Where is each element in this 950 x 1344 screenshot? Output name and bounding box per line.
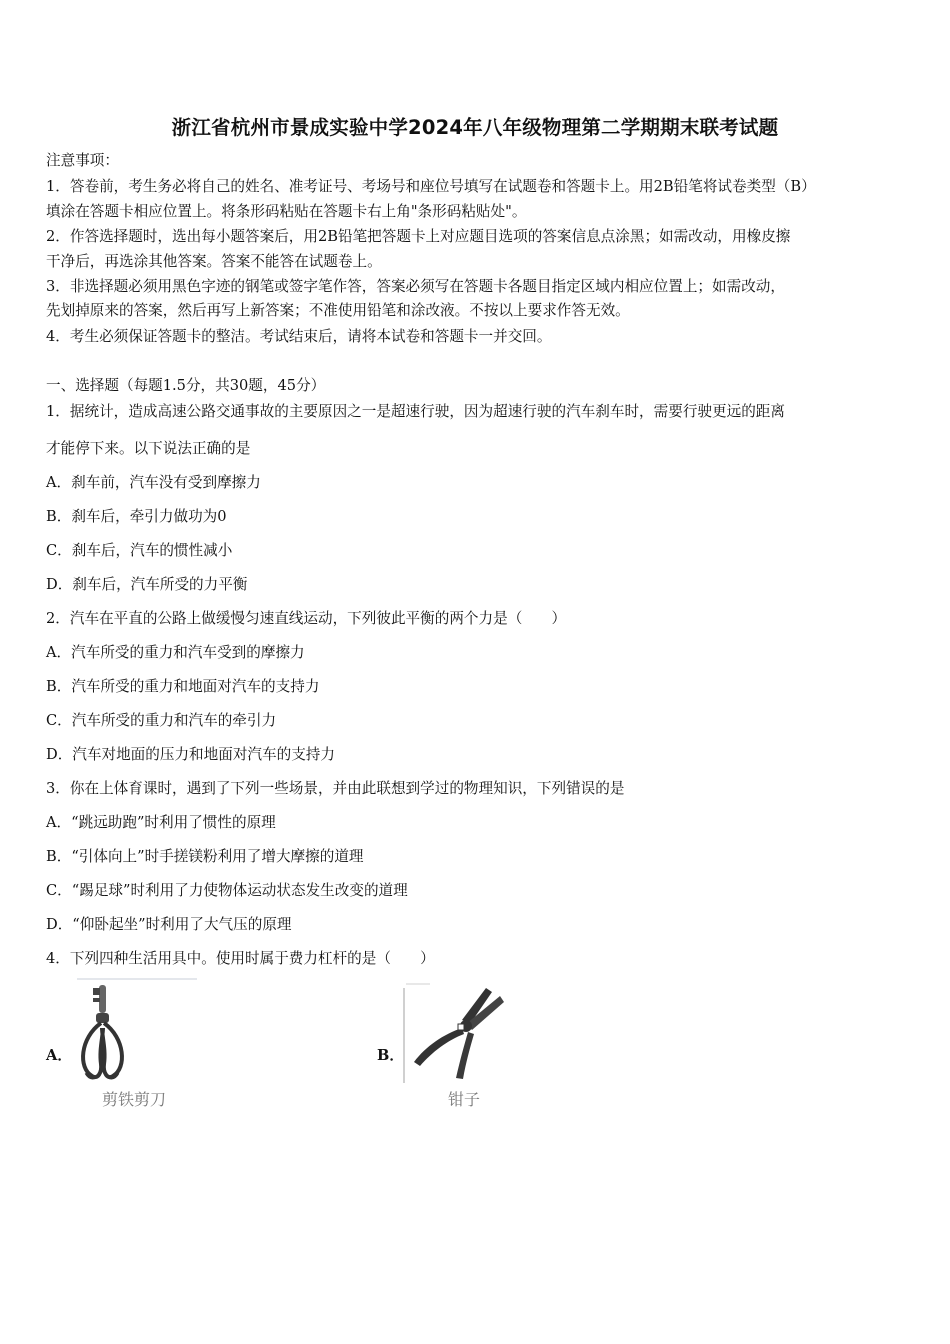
notice-line: 填涂在答题卡相应位置上。将条形码粘贴在答题卡右上角"条形码粘贴处"。 [46, 203, 527, 220]
option-b: B．刹车后，牵引力做功为0 [46, 508, 227, 525]
page-title: 浙江省杭州市景成实验中学2024年八年级物理第二学期期末联考试题 [171, 116, 779, 139]
section-heading: 一、选择题（每题1.5分，共30题，45分） [46, 377, 326, 394]
image-option-b-label: B． [377, 1047, 404, 1064]
question-stem: 4．下列四种生活用具中。使用时属于费力杠杆的是（ ） [46, 950, 435, 967]
question-stem: 1．据统计，造成高速公路交通事故的主要原因之一是超速行驶，因为超速行驶的汽车刹车时，需要行驶更远的距离 [46, 403, 785, 420]
image-caption: 剪铁剪刀 [102, 1090, 167, 1109]
notice-line: 先划掉原来的答案，然后再写上新答案；不准使用铅笔和涂改液。不按以上要求作答无效。 [46, 302, 630, 319]
pliers-icon [400, 978, 510, 1090]
notice-line: 4．考生必须保证答题卡的整洁。考试结束后，请将本试卷和答题卡一并交回。 [46, 328, 552, 345]
option-d: D．“仰卧起坐”时利用了大气压的原理 [46, 916, 292, 933]
question-stem: 3．你在上体育课时，遇到了下列一些场景，并由此联想到学过的物理知识，下列错误的是 [46, 780, 625, 797]
option-c: C．“踢足球”时利用了力使物体运动状态发生改变的道理 [46, 882, 408, 899]
question-stem: 才能停下来。以下说法正确的是 [46, 440, 251, 457]
option-a: A．刹车前，汽车没有受到摩擦力 [46, 474, 261, 491]
option-b: B．“引体向上”时手搓镁粉利用了增大摩擦的道理 [46, 848, 364, 865]
option-b: B．汽车所受的重力和地面对汽车的支持力 [46, 678, 320, 695]
notice-line: 干净后，再选涂其他答案。答案不能答在试题卷上。 [46, 253, 382, 270]
notice-line: 2．作答选择题时，选出每小题答案后，用2B铅笔把答题卡上对应题目选项的答案信息点涂黑；如需改动，用橡皮擦 [46, 228, 791, 245]
option-c: C．汽车所受的重力和汽车的牵引力 [46, 712, 277, 729]
scissors-icon [72, 976, 202, 1088]
notice-heading: 注意事项： [46, 152, 119, 169]
image-option-a-label: A． [46, 1047, 72, 1064]
option-a: A．“跳远助跑”时利用了惯性的原理 [46, 814, 276, 831]
option-a: A．汽车所受的重力和汽车受到的摩擦力 [46, 644, 305, 661]
image-caption: 钳子 [448, 1090, 481, 1109]
option-d: D．汽车对地面的压力和地面对汽车的支持力 [46, 746, 335, 763]
notice-line: 3．非选择题必须用黑色字迹的钢笔或签字笔作答，答案必须写在答题卡各题目指定区域内相应位置上；如需改动， [46, 278, 785, 295]
option-c: C．刹车后，汽车的惯性减小 [46, 542, 233, 559]
option-d: D．刹车后，汽车所受的力平衡 [46, 576, 248, 593]
notice-line: 1．答卷前，考生务必将自己的姓名、准考证号、考场号和座位号填写在试题卷和答题卡上。用2B铅笔将试卷类型（B） [46, 178, 816, 195]
question-stem: 2．汽车在平直的公路上做缓慢匀速直线运动，下列彼此平衡的两个力是（ ） [46, 610, 567, 627]
